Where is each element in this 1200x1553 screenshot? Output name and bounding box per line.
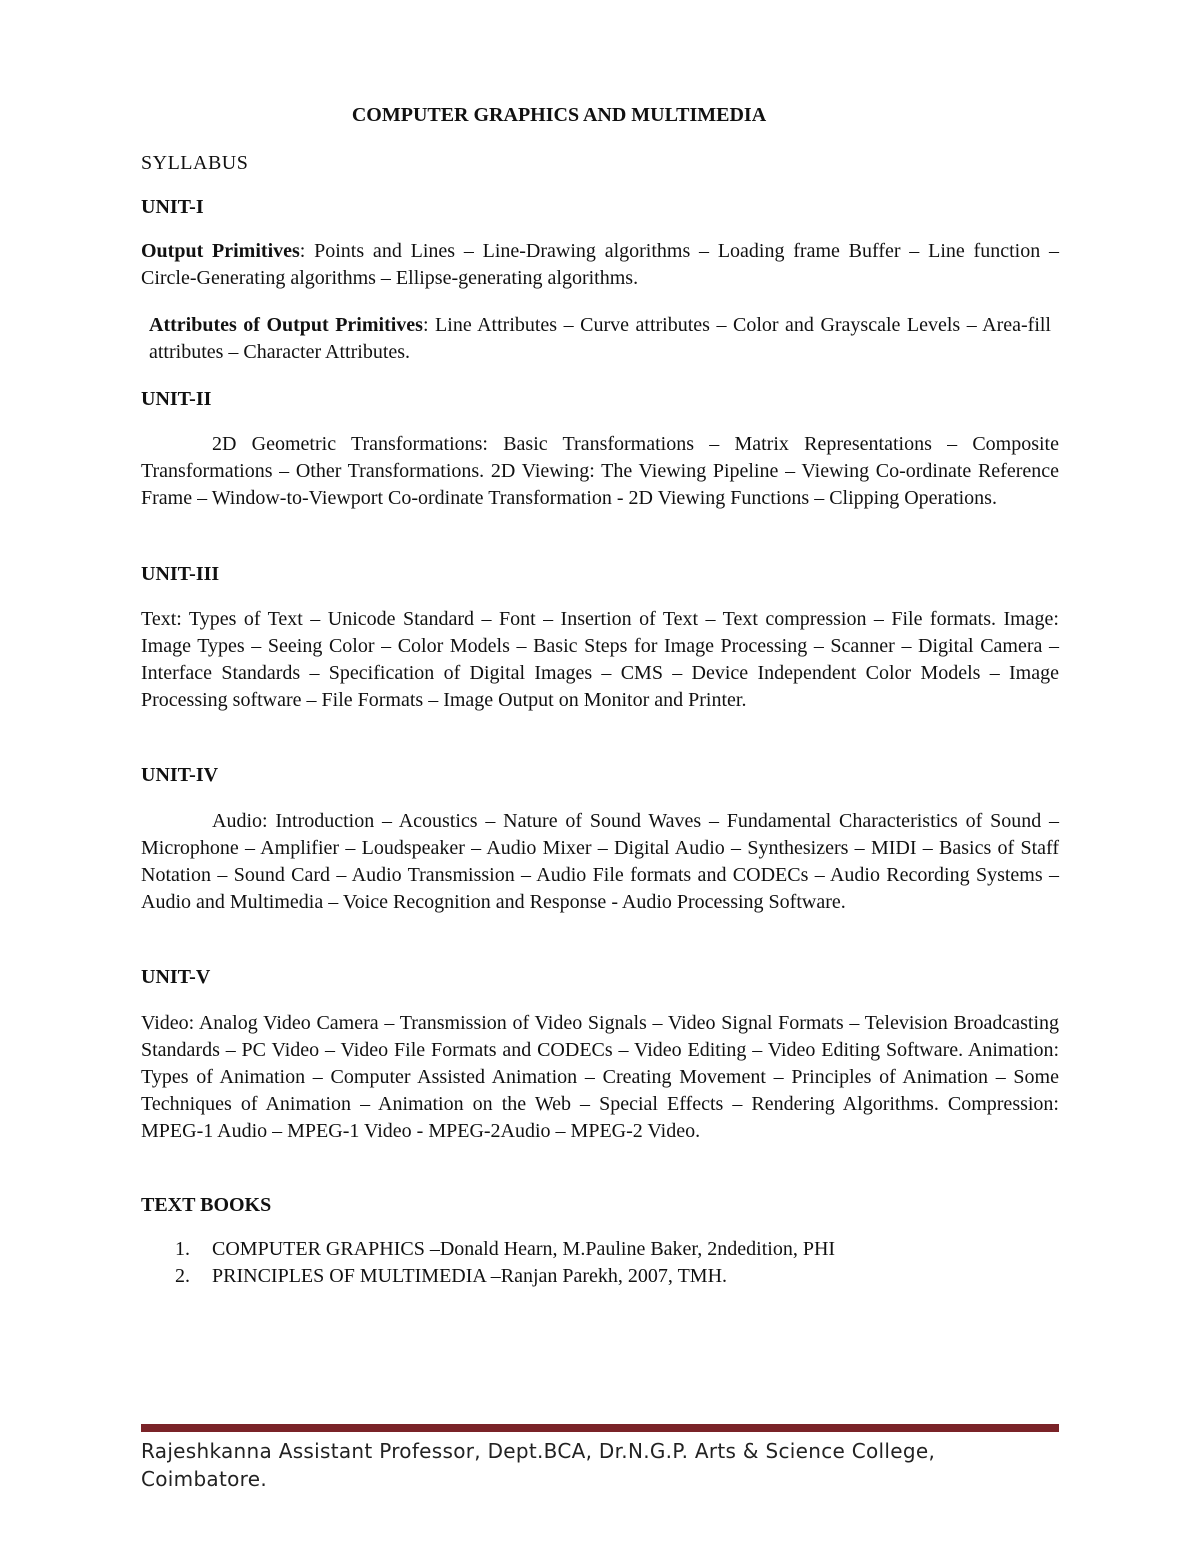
list-number: 2.	[175, 1265, 190, 1287]
attributes-term: Attributes of Output Primitives	[149, 314, 423, 336]
list-number: 1.	[175, 1238, 190, 1260]
syllabus-label: SYLLABUS	[141, 152, 249, 174]
unit-5-paragraph: Video: Analog Video Camera – Transmission of Video Signals – Video Signal Formats – Television Broadcasting Standards – PC Video – Video File Formats and CODECs – Video Editing – Video Editing Software. Animation: Types of Animation – Computer Assisted Animation – Creating Movement – Principles of Animation – Some Techniques of Animation – Animation on the Web – Special Effects – Rendering Algorithms. Compression: MPEG-1 Audio – MPEG-1 Video - MPEG-2Audio – MPEG-2 Video.	[141, 1012, 1059, 1142]
unit-2-heading: UNIT-II	[141, 388, 212, 410]
footer-divider	[141, 1424, 1059, 1432]
unit-1-paragraph-1	[141, 238, 1059, 292]
unit-1-paragraph-2	[141, 312, 1051, 366]
page-title: COMPUTER GRAPHICS AND MULTIMEDIA	[351, 104, 767, 126]
unit-1-heading: UNIT-I	[141, 196, 204, 218]
text-book-item	[141, 1236, 1059, 1263]
unit-2-paragraph: 2D Geometric Transformations: Basic Transformations – Matrix Representations – Composite Transformations – Other Transformations. 2D Viewing: The Viewing Pipeline – Viewing Co-ordinate Reference Frame – Window-to-Viewport Co-ordinate Transformation - 2D Viewing Functions – Clipping Operations.	[141, 433, 1059, 509]
unit-4-heading: UNIT-IV	[141, 764, 219, 786]
unit-3-paragraph: Text: Types of Text – Unicode Standard – Font – Insertion of Text – Text compression – File formats. Image: Image Types – Seeing Color – Color Models – Basic Steps for Image Processing – Scanner – Digital Camera – Interface Standards – Specification of Digital Images – CMS – Device Independent Color Models – Image Processing software – File Formats – Image Output on Monitor and Printer.	[141, 608, 1059, 711]
output-primitives-term: Output Primitives	[141, 240, 300, 262]
text-books-heading: TEXT BOOKS	[141, 1194, 272, 1216]
text-book-title: COMPUTER GRAPHICS –Donald Hearn, M.Pauline Baker, 2ndedition, PHI	[212, 1238, 836, 1260]
unit-4-paragraph: Audio: Introduction – Acoustics – Nature of Sound Waves – Fundamental Characteristics of Sound – Microphone – Amplifier – Loudspeaker – Audio Mixer – Digital Audio – Synthesizers – MIDI – Basics of Staff Notation – Sound Card – Audio Transmission – Audio File formats and CODECs – Audio Recording Systems – Audio and Multimedia – Voice Recognition and Response - Audio Processing Software.	[141, 810, 1059, 913]
text-book-item	[141, 1263, 1059, 1290]
unit-1-paragraph-2-text: : Line Attributes – Curve attributes – Color and Grayscale Levels – Area-fill attributes – Character Attributes.	[149, 314, 1051, 363]
text-books-list	[141, 1236, 1059, 1290]
text-book-title: PRINCIPLES OF MULTIMEDIA –Ranjan Parekh, 2007, TMH.	[212, 1265, 728, 1287]
footer-text: Rajeshkanna Assistant Professor, Dept.BCA, Dr.N.G.P. Arts & Science College, Coimbatore.	[141, 1439, 936, 1491]
unit-3-heading: UNIT-III	[141, 563, 220, 585]
unit-5-heading: UNIT-V	[141, 966, 211, 988]
unit-1-paragraph-1-text: : Points and Lines – Line-Drawing algorithms – Loading frame Buffer – Line function – Circle-Generating algorithms – Ellipse-generating algorithms.	[141, 240, 1059, 289]
